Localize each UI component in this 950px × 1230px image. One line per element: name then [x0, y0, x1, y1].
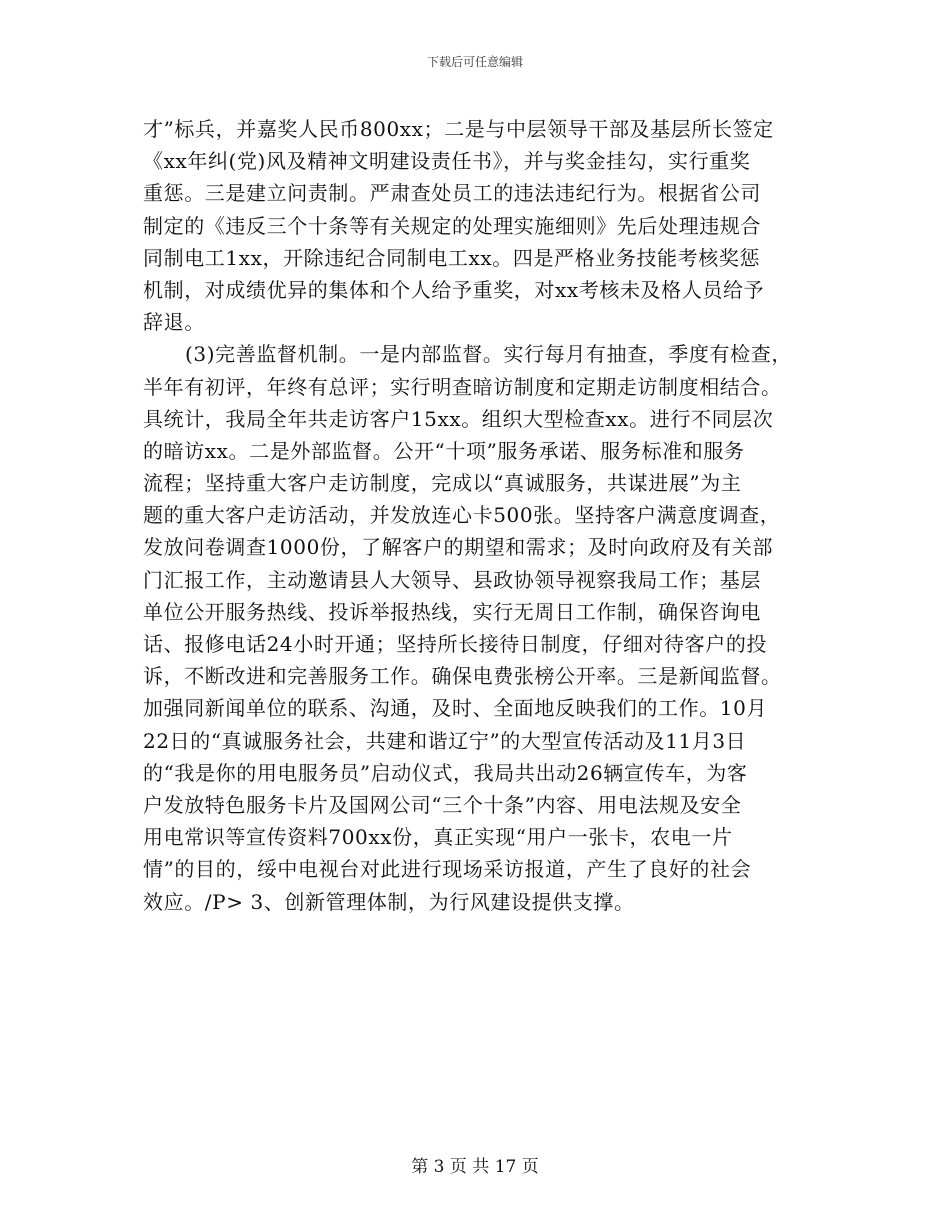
- text-line: 诉，不断改进和完善服务工作。确保电费张榜公开率。三是新闻监督。: [143, 664, 782, 689]
- page-header-note: 下载后可任意编辑: [426, 55, 523, 69]
- text-line: 门汇报工作，主动邀请县人大领导、县政协领导视察我局工作；基层: [143, 567, 761, 592]
- text-line: 制定的《违反三个十条等有关规定的处理实施细则》先后处理违规合: [143, 213, 761, 238]
- text-line: 户发放特色服务卡片及国网公司“三个十条”内容、用电法规及安全: [143, 792, 742, 817]
- text-line: 辞退。: [143, 310, 205, 335]
- text-line: 发放问卷调查1000份，了解客户的期望和需求；及时向政府及有关部: [143, 535, 774, 560]
- text-line: 流程；坚持重大客户走访制度，完成以“真诚服务，共谋进展”为主: [143, 471, 742, 496]
- text-line: 《xx年纠(党)风及精神文明建设责任书》，并与奖金挂勾，实行重奖: [143, 149, 751, 174]
- text-line: 的“我是你的用电服务员”启动仪式，我局共出动26辆宣传车，为客: [143, 760, 748, 785]
- text-line: 效应。/P> 3、创新管理体制，为行风建设提供支撑。: [143, 889, 635, 914]
- text-line: 机制，对成绩优异的集体和个人给予重奖，对xx考核未及格人员给予: [143, 277, 765, 302]
- text-line: 话、报修电话24小时开通；坚持所长接待日制度，仔细对待客户的投: [143, 632, 768, 656]
- text-line: 加强同新闻单位的联系、沟通，及时、全面地反映我们的工作。10月: [143, 696, 768, 721]
- text-line: 用电常识等宣传资料700xx份，真正实现“用户一张卡，农电一片: [143, 825, 733, 850]
- text-line: 22日的“真诚服务社会，共建和谐辽宁”的大型宣传活动及11月3日: [143, 728, 747, 753]
- text-line: 半年有初评，年终有总评；实行明查暗访制度和定期走访制度相结合。: [143, 374, 782, 399]
- text-line: 题的重大客户走访活动，并发放连心卡500张。坚持客户满意度调查，: [143, 503, 781, 528]
- page-number-footer: 第 3 页 共 17 页: [411, 1157, 539, 1177]
- text-line: 的暗访xx。二是外部监督。公开“十项”服务承诺、服务标准和服务: [143, 438, 745, 463]
- text-line: 具统计，我局全年共走访客户15xx。组织大型检查xx。进行不同层次: [143, 406, 774, 431]
- text-line: 单位公开服务热线、投诉举报热线，实行无周日工作制，确保咨询电: [143, 599, 761, 624]
- text-line: 情”的目的，绥中电视台对此进行现场采访报道，产生了良好的社会: [143, 857, 752, 882]
- document-body: [143, 113, 843, 918]
- text-line-indented: (3)完善监督机制。一是内部监督。实行每月有抽查，季度有检查，: [185, 342, 792, 367]
- text-line: 重惩。三是建立问责制。严肃查处员工的违法违纪行为。根据省公司: [143, 181, 761, 206]
- text-line: 同制电工1xx，开除违纪合同制电工xx。四是严格业务技能考核奖惩: [143, 245, 761, 270]
- text-line: 才”标兵，并嘉奖人民币800xx；二是与中层领导干部及基层所长签定: [143, 117, 774, 141]
